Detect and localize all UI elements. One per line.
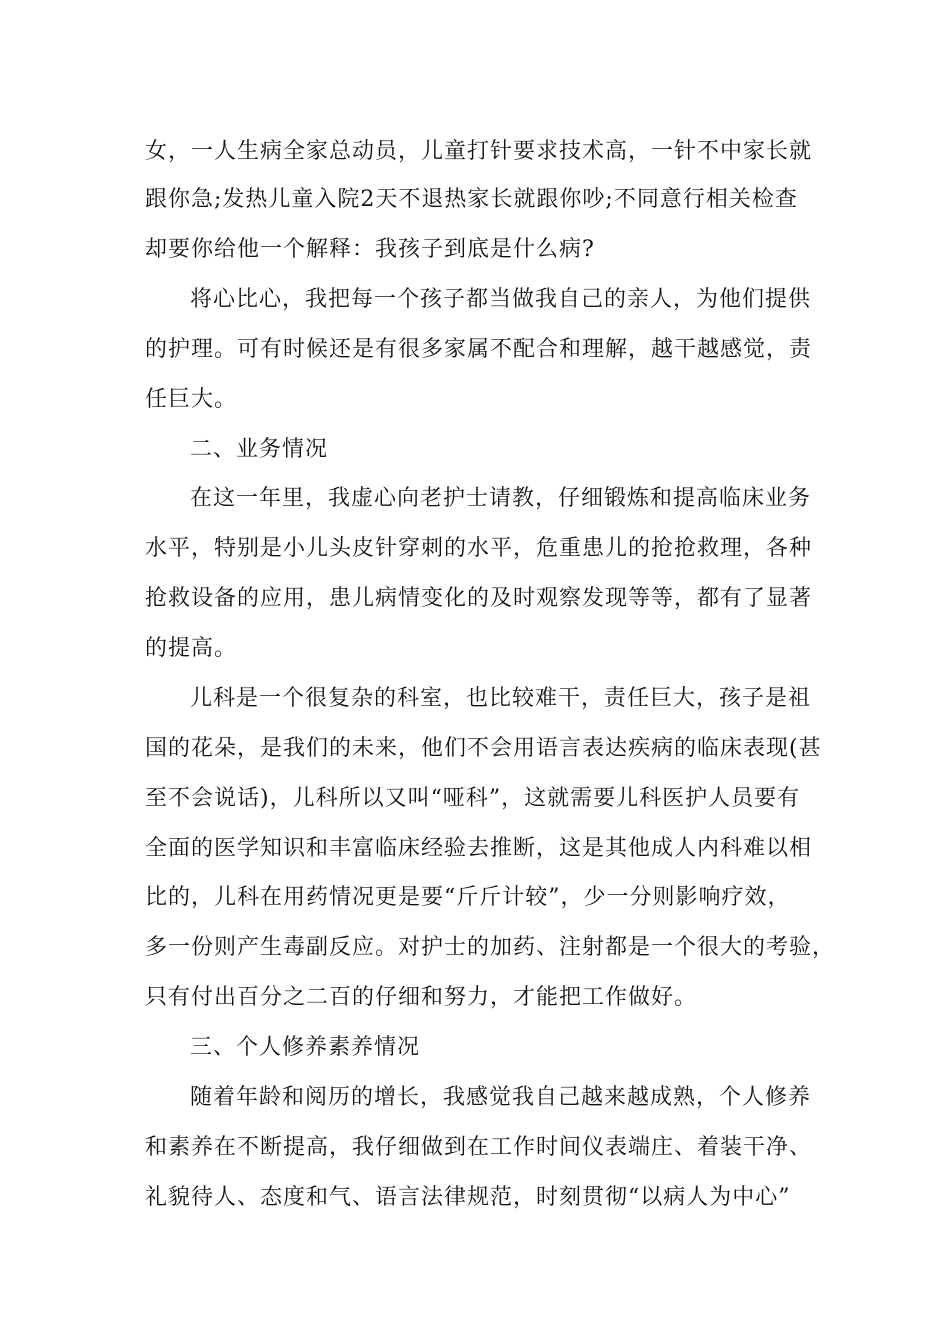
paragraph-first-line: 随着年龄和阅历的增长，我感觉我自己越来越成熟，个人修养 [190, 1085, 812, 1110]
text-line: 跟你急;发热儿童入院2天不退热家长就跟你吵;不同意行相关检查 [145, 187, 798, 212]
text-line: 抢救设备的应用，患儿病情变化的及时观察发现等等，都有了显著 [145, 586, 813, 611]
text-line: 任巨大。 [145, 387, 238, 412]
text-line: 比的，儿科在用药情况更是要“斤斤计较”，少一分则影响疗效， [145, 885, 791, 910]
text-line: 全面的医学知识和丰富临床经验去推断，这是其他成人内科难以相 [145, 836, 813, 861]
text-line: 女，一人生病全家总动员，儿童打针要求技术高，一针不中家长就 [145, 139, 813, 164]
paragraph-first-line: 将心比心，我把每一个孩子都当做我自己的亲人，为他们提供 [190, 287, 812, 312]
text-line: 只有付出百分之二百的仔细和努力，才能把工作做好。 [145, 985, 698, 1010]
text-line: 国的花朵，是我们的未来，他们不会用语言表达疾病的临床表现(甚 [145, 736, 822, 761]
section-heading: 二、业务情况 [190, 437, 329, 462]
text-line: 水平，特别是小儿头皮针穿刺的水平，危重患儿的抢抢救理，各种 [145, 536, 813, 561]
text-line: 至不会说话)，儿科所以又叫“哑科”，这就需要儿科医护人员要有 [145, 786, 801, 811]
text-line: 却要你给他一个解释：我孩子到底是什么病? [145, 237, 595, 262]
section-heading: 三、个人修养素养情况 [190, 1035, 421, 1060]
paragraph-first-line: 在这一年里，我虚心向老护士请教，仔细锻炼和提高临床业务 [190, 486, 812, 511]
text-line: 礼貌待人、态度和气、语言法律规范，时刻贯彻“以病人为中心” [145, 1185, 791, 1210]
text-line: 和素养在不断提高，我仔细做到在工作时间仪表端庄、着装干净、 [145, 1135, 813, 1160]
paragraph-first-line: 儿科是一个很复杂的科室，也比较难干，责任巨大，孩子是祖 [190, 686, 812, 711]
text-line: 的护理。可有时候还是有很多家属不配合和理解，越干越感觉，责 [145, 337, 813, 362]
text-line: 多一份则产生毒副反应。对护士的加药、注射都是一个很大的考验， [145, 935, 836, 960]
text-line: 的提高。 [145, 636, 238, 661]
